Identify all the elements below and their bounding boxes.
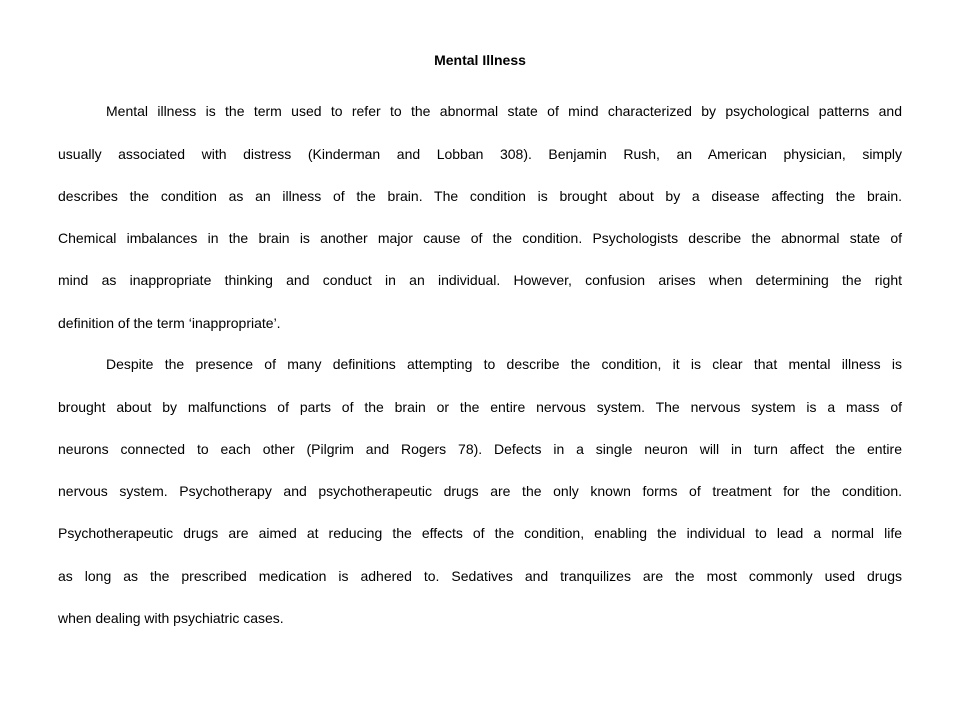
paragraph-line: definition of the term ‘inappropriate’. [58,315,281,331]
paragraph-line: Despite the presence of many definitions attempting to describe the condition, it is clear that mental illness is [106,356,902,372]
paragraph-line: as long as the prescribed medication is adhered to. Sedatives and tranquilizes are the most commonly used drugs [58,568,902,584]
paragraph-line: brought about by malfunctions of parts of the brain or the entire nervous system. The nervous system is a mass of [58,399,902,415]
paragraph-line: mind as inappropriate thinking and conduct in an individual. However, confusion arises when determining the right [58,272,902,288]
paragraph-line: usually associated with distress (Kinderman and Lobban 308). Benjamin Rush, an American physician, simply [58,146,902,162]
paragraph-line: describes the condition as an illness of the brain. The condition is brought about by a disease affecting the brain. [58,188,902,204]
paragraph-line: nervous system. Psychotherapy and psychotherapeutic drugs are the only known forms of treatment for the condition. [58,483,902,499]
paragraph-line: Psychotherapeutic drugs are aimed at reducing the effects of the condition, enabling the individual to lead a normal life [58,525,902,541]
paragraph-line: Mental illness is the term used to refer to the abnormal state of mind characterized by psychological patterns and [106,103,902,119]
paragraph-line: when dealing with psychiatric cases. [58,610,284,626]
paragraph-line: neurons connected to each other (Pilgrim and Rogers 78). Defects in a single neuron will in turn affect the entire [58,441,902,457]
document-title: Mental Illness [434,52,526,68]
paragraph-line: Chemical imbalances in the brain is another major cause of the condition. Psychologists describe the abnormal state of [58,230,902,246]
